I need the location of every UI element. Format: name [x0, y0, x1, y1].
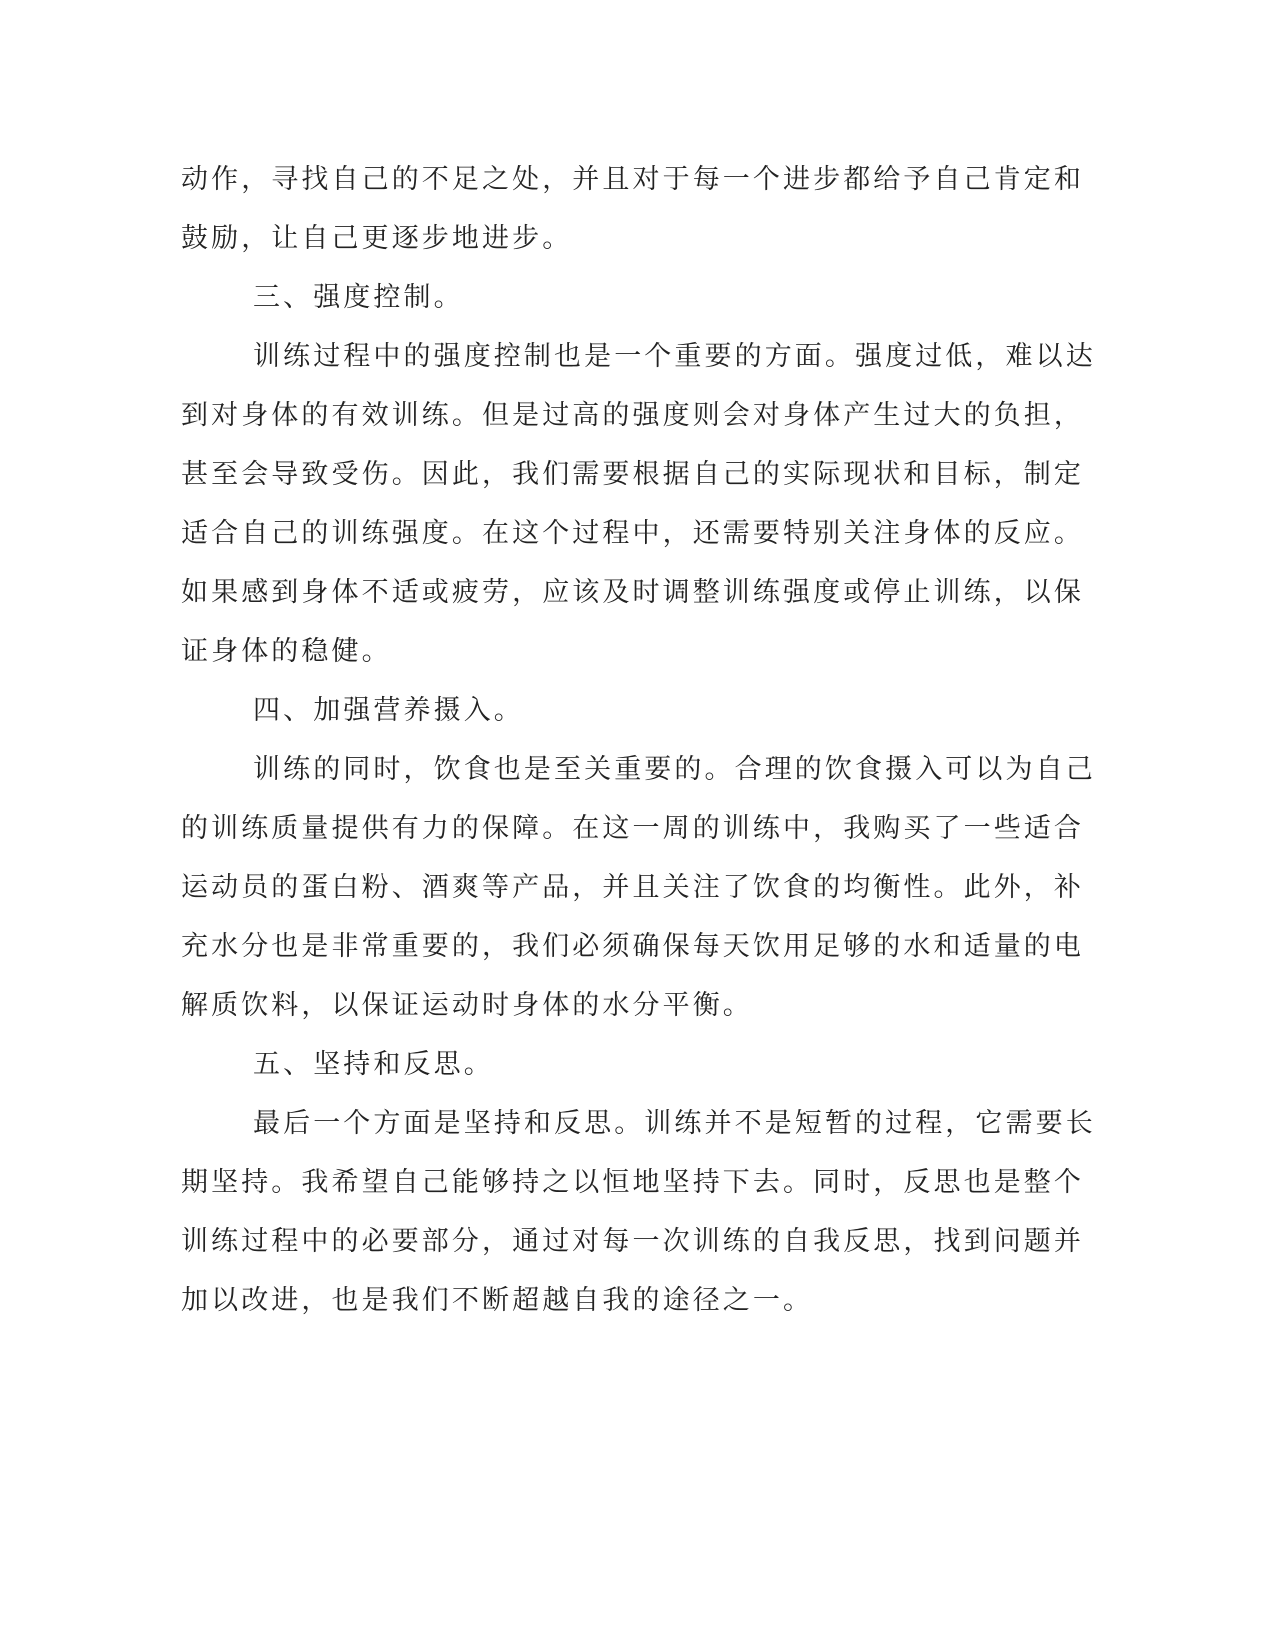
text-line: 充水分也是非常重要的，我们必须确保每天饮用足够的水和适量的电 — [181, 931, 1084, 962]
text-line: 训练过程中的必要部分，通过对每一次训练的自我反思，找到问题并 — [181, 1226, 1084, 1257]
text-line: 到对身体的有效训练。但是过高的强度则会对身体产生过大的负担， — [181, 400, 1084, 431]
text-line: 期坚持。我希望自己能够持之以恒地坚持下去。同时，反思也是整个 — [181, 1167, 1084, 1198]
text-line: 证身体的稳健。 — [181, 636, 392, 667]
text-line: 解质饮料，以保证运动时身体的水分平衡。 — [181, 990, 753, 1021]
text-line: 鼓励，让自己更逐步地进步。 — [181, 223, 573, 254]
text-line: 运动员的蛋白粉、酒爽等产品，并且关注了饮食的均衡性。此外，补 — [181, 872, 1084, 903]
paragraph-first-line: 训练的同时，饮食也是至关重要的。合理的饮食摄入可以为自己 — [253, 754, 1096, 785]
text-line: 如果感到身体不适或疲劳，应该及时调整训练强度或停止训练，以保 — [181, 577, 1084, 608]
section-heading: 五、坚持和反思。 — [253, 1049, 494, 1080]
section-heading: 三、强度控制。 — [253, 282, 464, 313]
text-line: 甚至会导致受伤。因此，我们需要根据自己的实际现状和目标，制定 — [181, 459, 1084, 490]
text-line: 动作，寻找自己的不足之处，并且对于每一个进步都给予自己肯定和 — [181, 164, 1084, 195]
text-line: 加以改进，也是我们不断超越自我的途径之一。 — [181, 1285, 814, 1316]
text-line: 适合自己的训练强度。在这个过程中，还需要特别关注身体的反应。 — [181, 518, 1084, 549]
paragraph-first-line: 最后一个方面是坚持和反思。训练并不是短暂的过程，它需要长 — [253, 1108, 1096, 1139]
section-heading: 四、加强营养摄入。 — [253, 695, 524, 726]
text-line: 的训练质量提供有力的保障。在这一周的训练中，我购买了一些适合 — [181, 813, 1084, 844]
paragraph-first-line: 训练过程中的强度控制也是一个重要的方面。强度过低，难以达 — [253, 341, 1096, 372]
